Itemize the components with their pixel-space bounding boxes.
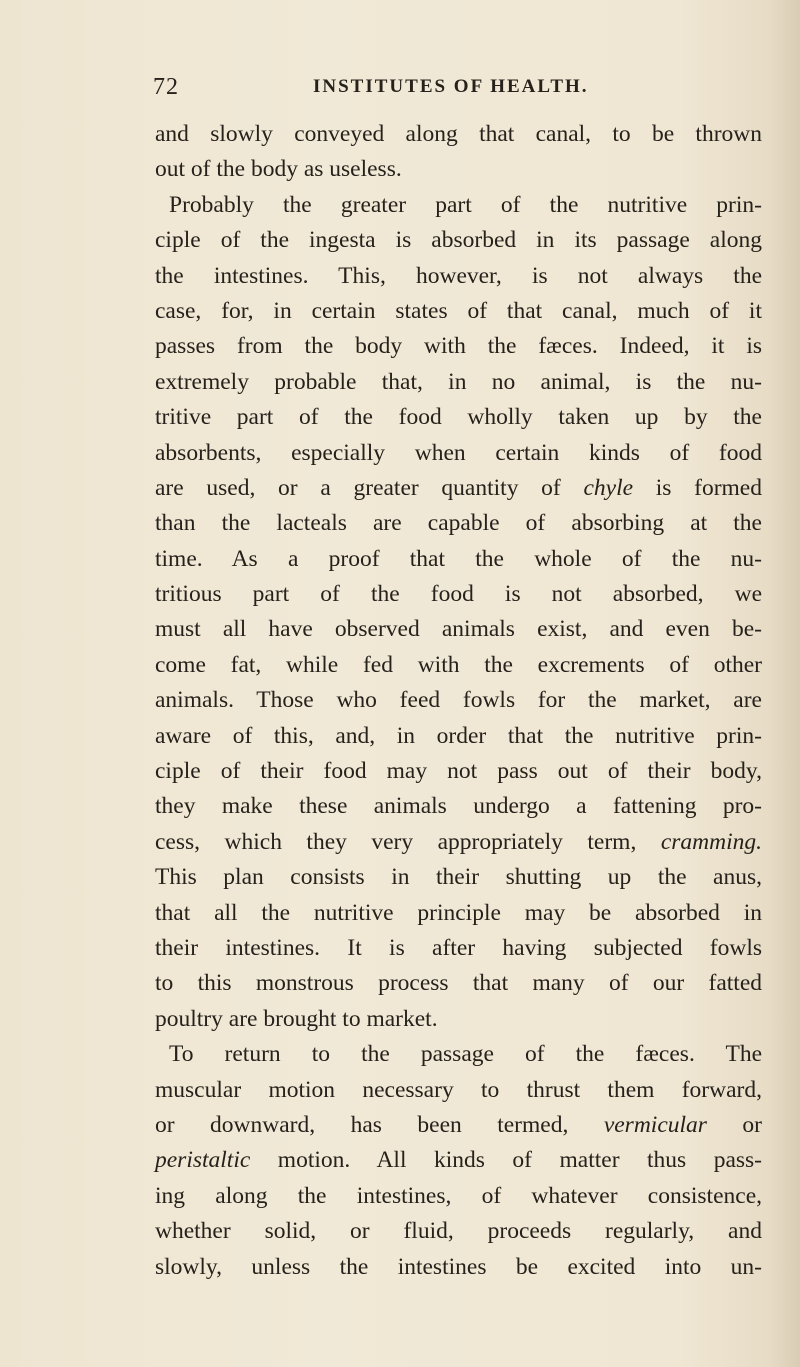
italic-term: vermicular <box>603 1111 707 1138</box>
text-line <box>137 825 762 860</box>
text-line <box>137 789 762 824</box>
text-span: To return to the passage of the fæces. The <box>169 1041 762 1068</box>
italic-term: peristaltic <box>155 1147 251 1174</box>
text-span: are used, or a greater quantity of <box>155 474 584 501</box>
text-line <box>137 436 762 471</box>
text-line <box>137 471 762 506</box>
text-span: and slowly conveyed along that canal, to be thrown <box>155 121 762 147</box>
text-line <box>137 931 762 966</box>
italic-term: chyle <box>583 474 634 501</box>
text-span: animals. Those who feed fowls for the market, are <box>155 687 762 714</box>
text-span: or <box>706 1111 762 1138</box>
text-line <box>137 1108 762 1143</box>
text-line <box>137 719 762 754</box>
text-span: the intestines. This, however, is not always the <box>155 262 762 289</box>
italic-term: cramming. <box>660 828 762 855</box>
text-span: to this monstrous process that many of our fatted <box>155 970 762 997</box>
text-span: tritious part of the food is not absorbed, we <box>155 581 762 608</box>
text-line <box>137 400 762 435</box>
text-line <box>137 117 762 152</box>
text-line <box>137 896 762 931</box>
running-head: INSTITUTES OF HEALTH. <box>313 76 589 97</box>
text-line <box>137 188 762 223</box>
text-span: come fat, while fed with the excrements of other <box>155 651 762 678</box>
text-line <box>137 966 762 1001</box>
text-span: passes from the body with the fæces. Indeed, it is <box>155 333 762 360</box>
text-line <box>137 754 762 789</box>
text-line <box>137 1214 762 1249</box>
text-line <box>137 152 762 187</box>
text-span: poultry are brought to market. <box>155 1005 438 1032</box>
text-line <box>137 1037 762 1072</box>
text-line <box>137 860 762 895</box>
text-line <box>137 612 762 647</box>
text-span: tritive part of the food wholly taken up by the <box>155 404 762 431</box>
text-span: ing along the intestines, of whatever consistence, <box>155 1182 762 1209</box>
text-line <box>137 223 762 258</box>
text-span: their intestines. It is after having subjected fowls <box>155 934 762 961</box>
text-line <box>137 1143 762 1178</box>
text-span: slowly, unless the intestines be excited into un- <box>155 1253 762 1280</box>
text-span: is formed <box>633 474 762 501</box>
text-span: time. As a proof that the whole of the nu- <box>155 545 762 572</box>
text-line <box>137 1073 762 1108</box>
text-span: absorbents, especially when certain kinds of food <box>155 439 762 466</box>
text-span: ciple of their food may not pass out of their body, <box>155 758 762 785</box>
text-span: or downward, has been termed, <box>155 1111 604 1138</box>
text-line <box>137 259 762 294</box>
text-span: case, for, in certain states of that canal, much of it <box>155 297 762 324</box>
text-span: cess, which they very appropriately term, <box>155 828 661 855</box>
text-span: This plan consists in their shutting up the anus, <box>155 864 762 891</box>
text-span: that all the nutritive principle may be absorbed in <box>155 899 762 926</box>
text-line <box>137 1250 762 1285</box>
text-line <box>137 683 762 718</box>
page-header <box>153 74 673 110</box>
text-line <box>137 329 762 364</box>
text-line <box>137 365 762 400</box>
text-line <box>137 542 762 577</box>
text-span: out of the body as useless. <box>155 156 402 183</box>
text-line <box>137 1179 762 1214</box>
body-text <box>137 117 762 1285</box>
text-line <box>137 1002 762 1037</box>
text-line <box>137 506 762 541</box>
text-line <box>137 648 762 683</box>
page-number: 72 <box>153 74 179 100</box>
text-span: they make these animals undergo a fattening pro- <box>155 793 762 820</box>
text-line <box>137 577 762 612</box>
text-span: must all have observed animals exist, and even be- <box>155 616 762 643</box>
text-span: extremely probable that, in no animal, is the nu- <box>155 368 762 395</box>
text-line <box>137 294 762 329</box>
text-span: ciple of the ingesta is absorbed in its passage along <box>155 227 762 254</box>
text-span: than the lacteals are capable of absorbing at the <box>155 510 762 537</box>
text-span: Probably the greater part of the nutritive prin- <box>169 191 762 218</box>
text-span: motion. All kinds of matter thus pass- <box>250 1147 762 1174</box>
text-span: muscular motion necessary to thrust them forward, <box>155 1076 762 1103</box>
text-span: aware of this, and, in order that the nutritive prin- <box>155 722 762 749</box>
text-span: whether solid, or fluid, proceeds regularly, and <box>155 1218 762 1245</box>
